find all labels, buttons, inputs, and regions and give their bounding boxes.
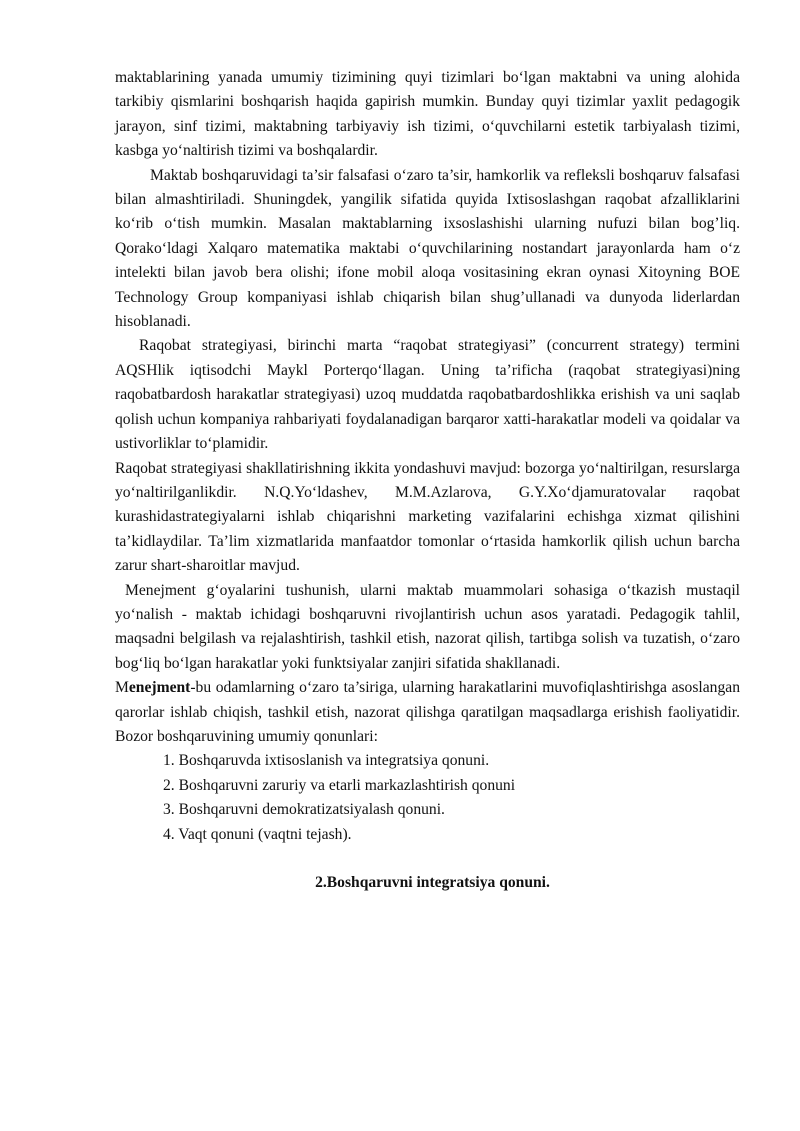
paragraph-management-ideas: Menejment g‘oyalarini tushunish, ularni maktab muammolari sohasiga o‘tkazish mustaqil yo‘nalish - maktab ichidagi boshqaruvni rivojlantirish uchun asos yaratadi. Pedagogik tahlil, maqsadni belgilash va rejalashtirish, tashkil etish, nazorat qilish, tartibga solish va tuzatish, o‘zaro bog‘liq bo‘lgan harakatlar yoki funktsiyalar zanjiri sifatida shakllanadi. bbox=[115, 581, 740, 672]
definition-term: enejment bbox=[128, 679, 191, 697]
paragraph-management-philosophy: Maktab boshqaruvidagi ta’sir falsafasi o‘zaro ta’sir, hamkorlik va refleksli boshqaruv falsafasi bilan almashtiriladi. Shuningdek, yangilik sifatida quyida Ixtisoslashgan raqobat afzalliklarini ko‘rib o‘tish mumkin. Masalan maktablarning ixsoslashishi ularning nufuzi bilan bog’liq. Qorako‘ldagi Xalqaro matematika maktabi o‘quvchilarining nostandart jarayonlarda ham o‘z intelekti bilan javob bera olishi; ifone mobil aloqa vositasining ekran oynasi Xitoyning BOE Technology Group kompaniyasi ishlab chiqarish bilan shug’ullanadi va dunyoda liderlardan hisoblanadi. bbox=[115, 166, 740, 331]
list-item: 1. Boshqaruvda ixtisoslanish va integratsiya qonuni. bbox=[163, 752, 490, 770]
definition-initial: M bbox=[115, 679, 129, 697]
list-item: 4. Vaqt qonuni (vaqtni tejash). bbox=[163, 825, 352, 843]
list-item: 3. Boshqaruvni demokratizatsiyalash qonuni. bbox=[163, 801, 445, 819]
paragraph-school-subsystems: maktablarining yanada umumiy tizimining quyi tizimlari bo‘lgan maktabni va uning alohida tarkibiy qismlarini boshqarish haqida gapirish mumkin. Bunday quyi tizimlar yaxlit pedagogik jarayon, sinf tizimi, maktabning tarbiyaviy ish tizimi, o‘quvchilarni estetik tarbiyalash tizimi, kasbga yo‘naltirish tizimi va boshqalardir. bbox=[115, 69, 740, 160]
document-body bbox=[115, 66, 740, 896]
list-item: 2. Boshqaruvni zaruriy va etarli markazlashtirish qonuni bbox=[163, 776, 516, 794]
section-heading: 2.Boshqaruvni integratsiya qonuni. bbox=[315, 874, 550, 892]
laws-list bbox=[115, 749, 740, 847]
paragraph-management-definition bbox=[115, 676, 740, 749]
paragraph-strategy-approaches: Raqobat strategiyasi shakllatirishning ikkita yondashuvi mavjud: bozorga yo‘naltirilgan, resurslarga yo‘naltirilganlikdir. N.Q.Yo‘ldashev, M.M.Azlarova, G.Y.Xo‘djamuratovalar raqobat kurashidastrategiyalarni ishlab chiqarishni marketing vazifalarini echishga xizmat qilishini ta’kidlaydilar. Ta’lim xizmatlarida manfaatdor tomonlar o‘rtasida hamkorlik qilish uchun barcha zarur shart-sharoitlar mavjud. bbox=[115, 459, 740, 575]
definition-text: -bu odamlarning o‘zaro ta’siriga, ularning harakatlarini muvofiqlashtirishga asoslangan qarorlar ishlab chiqish, tashkil etish, nazorat qilishga qaratilgan maqsadlarga erishish faoliyatidir. Bozor boshqaruvining umumiy qonunlari: bbox=[115, 679, 740, 745]
paragraph-competition-strategy: Raqobat strategiyasi, birinchi marta “raqobat strategiyasi” (concurrent strategy) termini AQSHlik iqtisodchi Maykl Porterqo‘llagan. Uning ta’rificha (raqobat strategiyasi)ning raqobatbardosh harakatlar strategiyasi) uzoq muddatda raqobatbardoshlikka erishish va uni saqlab qolish uchun kompaniya rahbariyati foydalanadigan barqaror xatti-harakatlar modeli va qoidalar va ustivorliklar to‘plamidir. bbox=[115, 337, 740, 453]
blank-line bbox=[115, 847, 740, 871]
